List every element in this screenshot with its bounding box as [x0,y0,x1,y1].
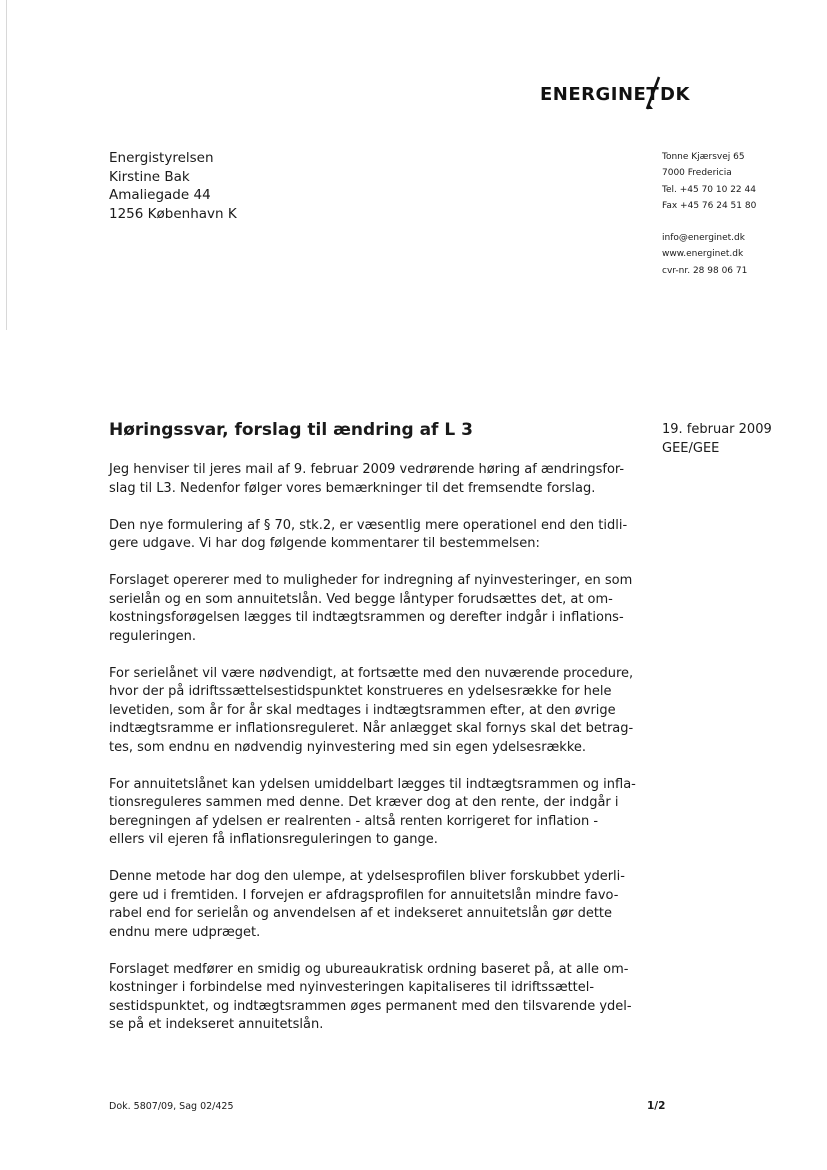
sender-street: Tonne Kjærsvej 65 [662,152,745,162]
sender-city: 7000 Fredericia [662,168,732,179]
text-line: ellers vil ejeren få inflationsreguleringen to gange. [109,832,438,847]
text-line: Den nye formulering af § 70, stk.2, er væsentlig mere operationel end den tidli- [109,517,628,533]
logo-text-right: DK [660,84,690,105]
paragraph [109,572,633,646]
sender-cvr: cvr-nr. 28 98 06 71 [662,265,748,276]
scan-edge-line [6,0,7,330]
paragraph [109,868,629,942]
date-block [662,421,772,458]
text-line: endnu mere udpræget. [109,924,261,940]
text-line: For annuitetslånet kan ydelsen umiddelbart lægges til indtægtsrammen og infla- [109,776,636,792]
letter-reference: GEE/GEE [662,440,720,456]
text-line: beregningen af ydelsen er realrenten - altså renten korrigeret for inflation - [109,813,599,829]
paragraph [109,517,629,554]
recipient-line: Energistyrelsen [109,150,214,166]
text-line: Denne metode har dog den ulempe, at ydelsesprofilen bliver forskubbet yderli- [109,869,625,884]
text-line: se på et indekseret annuitetslån. [109,1017,324,1032]
text-line: For serielånet vil være nødvendigt, at fortsætte med den nuværende procedure, [109,665,634,681]
text-line: sestidspunktet, og indtægtsrammen øges permanent med den tilsvarende ydel- [109,998,632,1014]
text-line: gere ud i fremtiden. I forvejen er afdragsprofilen for annuitetslån mindre favo- [109,887,619,903]
text-line: levetiden, som år for år skal medtages i indtægtsrammen efter, at den øvrige [109,702,616,718]
text-line: Forslaget medfører en smidig og ubureaukratisk ordning baseret på, at alle om- [109,961,629,977]
text-line: Forslaget opererer med to muligheder for indregning af nyinvesteringer, en som [109,573,633,588]
page-number: 1/2 [647,1100,666,1112]
text-line: Jeg henviser til jeres mail af 9. februar 2009 vedrørende høring af ændringsfor- [109,462,625,477]
text-line: indtægtsramme er inflationsreguleret. Når anlægget skal fornys skal det betrag- [109,721,634,736]
sender-email: info@energinet.dk [662,233,745,244]
recipient-line: 1256 København K [109,205,237,222]
paragraph [109,461,629,498]
sender-spacer [662,214,756,230]
letter-title: Høringssvar, forslag til ændring af L 3 [109,420,473,440]
text-line: serielån og en som annuitetslån. Ved begge låntyper forudsættes det, at om- [109,591,613,607]
recipient-address [109,149,237,223]
paragraph [109,776,636,850]
text-line: hvor der på idriftssættelsestidspunktet konstrueres en ydelsesrække for hele [109,684,612,699]
paragraph [109,961,632,1035]
recipient-line: Amaliegade 44 [109,187,211,203]
text-line: tes, som endnu en nødvendig nyinvestering med sin egen ydelsesrække. [109,739,587,755]
text-line: gere udgave. Vi har dog følgende kommentarer til bestemmelsen: [109,536,540,551]
sender-fax: Fax +45 76 24 51 80 [662,200,757,211]
text-line: reguleringen. [109,628,196,644]
text-line: rabel end for serielån og anvendelsen af et indekseret annuitetslån gør dette [109,906,613,921]
document-reference: Dok. 5807/09, Sag 02/425 [109,1101,234,1112]
recipient-line: Kirstine Bak [109,168,190,185]
letter-date: 19. februar 2009 [662,422,772,437]
sender-details [662,149,756,279]
sender-tel: Tel. +45 70 10 22 44 [662,184,756,195]
text-line: kostninger i forbindelse med nyinvesteringen kapitaliseres til idriftssættel- [109,980,595,995]
sender-web: www.energinet.dk [662,249,744,260]
energinet-logo [540,80,710,110]
text-line: kostningsforøgelsen lægges til indtægtsrammen og derefter indgår i inflations- [109,610,624,625]
letter-body [109,461,636,1053]
text-line: slag til L3. Nedenfor følger vores bemærkninger til det fremsendte forslag. [109,480,596,496]
logo-text-left: ENERGINET [540,84,660,105]
paragraph [109,665,634,758]
text-line: tionsreguleres sammen med denne. Det kræver dog at den rente, der indgår i [109,795,619,810]
